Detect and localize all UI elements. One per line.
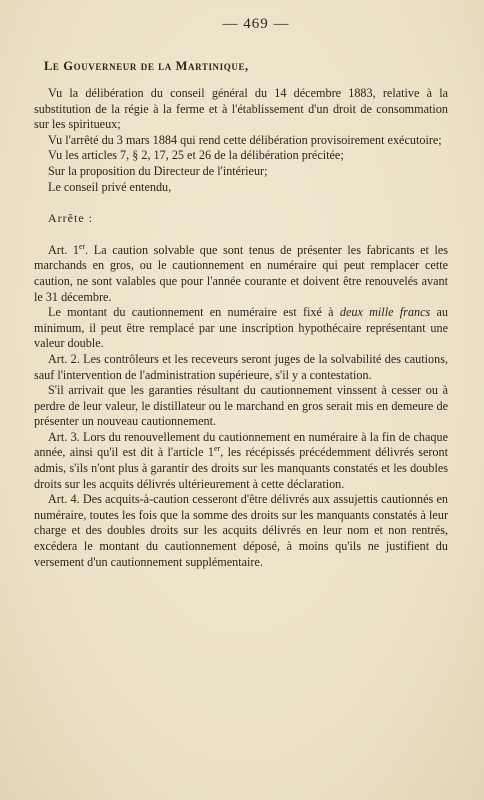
article-1-prefix: Art. 1 bbox=[48, 242, 79, 257]
preamble-2: Vu l'arrêté du 3 mars 1884 qui rend cette délibération provisoirement exécutoire; bbox=[48, 132, 442, 147]
article-4: Art. 4. Des acquits-à-caution cesseront d'être délivrés aux assujettis cautionnés en numéraire, toutes les fois que la somme des droits sur les manquants constatés à leur charge et des doubles droits sur les acquits délivrés en leur nom et non rentrés, excédera le montant du cautionnement déposé, à moins qu'ils ne justifient du versement d'un cautionnement supplémentaire. bbox=[34, 492, 448, 569]
preamble-1: Vu la délibération du conseil général du 14 décembre 1883, relative à la substitution de la régie à la ferme et à l'établissement d'un droit de consommation sur les spiritueux; bbox=[34, 86, 448, 132]
preamble-5: Le conseil privé entendu, bbox=[48, 179, 172, 194]
page-number: — 469 — bbox=[222, 16, 290, 32]
article-1 bbox=[34, 243, 448, 305]
preamble-4: Sur la proposition du Directeur de l'intérieur; bbox=[48, 163, 268, 178]
article-1-amount-after: au minimum, il peut être remplacé par une inscription hypothécaire représentant une valeur double. bbox=[34, 305, 448, 351]
article-1-amount-before: Le montant du cautionnement en numéraire est fixé à bbox=[48, 305, 340, 320]
article-1-amount bbox=[34, 305, 448, 352]
article-1-text: . La caution solvable que sont tenus de présenter les fabricants et les marchands en gros, ou le cautionnement en numéraire qui peut remplacer cette caution, ne sont valables que pour l'année courante et doivent être renouvelés avant le 31 décembre. bbox=[34, 242, 448, 304]
article-3-before: Art. 3. Lors du renouvellement du cautionnement en numéraire à la fin de chaque année, ainsi qu'il est dit à l'article 1 bbox=[34, 429, 448, 460]
article-2: Art. 2. Les contrôleurs et les receveurs seront juges de la solvabilité des cautions, sauf l'intervention de l'administration supérieure, s'il y a contestation. bbox=[34, 351, 448, 382]
article-1-amount-italic: deux mille francs bbox=[339, 305, 431, 320]
article-3 bbox=[34, 430, 448, 492]
article-3-after: , les récépissés précédemment délivrés seront admis, s'ils n'ont plus à garantir des droits sur les manquants constatés et les doubles droits sur les acquits délivrés ultérieurement à cette déclaration. bbox=[34, 445, 448, 491]
article-3-sup: er bbox=[213, 444, 221, 454]
body-text bbox=[34, 86, 448, 570]
heading: Le Gouverneur de la Martinique, bbox=[44, 59, 249, 73]
preamble-3: Vu les articles 7, § 2, 17, 25 et 26 de la délibération précitée; bbox=[48, 148, 344, 163]
article-2-continued: S'il arrivait que les garanties résultant du cautionnement vinssent à cesser ou à perdre de leur valeur, le distillateur ou le marchand en gros serait mis en demeure de présenter un nouveau cautionnement. bbox=[34, 383, 448, 429]
arrete-label: Arrête : bbox=[48, 211, 93, 226]
article-1-sup: er bbox=[78, 241, 86, 251]
